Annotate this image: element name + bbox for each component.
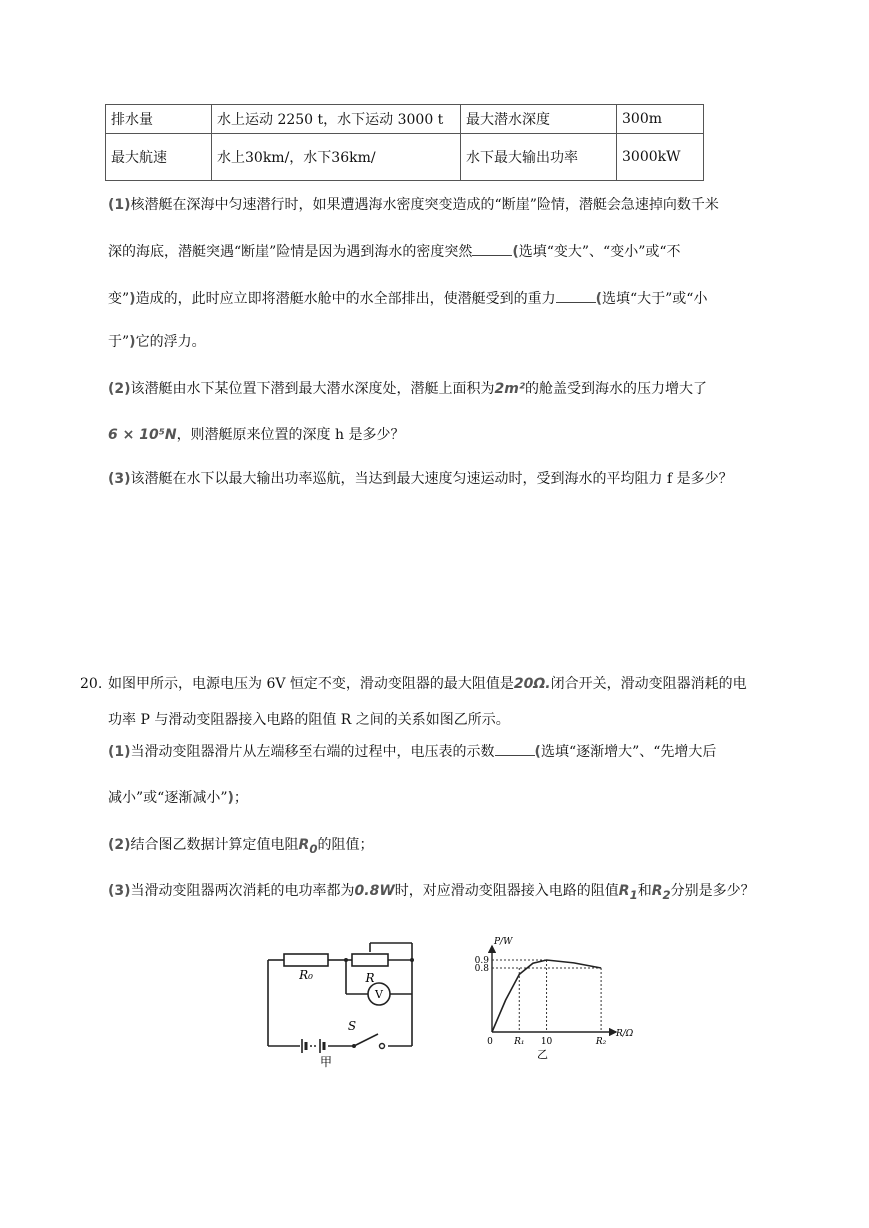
y-tick-label: 0.9: [474, 956, 489, 966]
subscript: 0: [309, 841, 318, 856]
open-paren: (: [534, 744, 541, 760]
text: 于”: [108, 334, 130, 350]
text: ，则潜艇原来位置的深度 h 是多少？: [176, 427, 405, 443]
x-tick-label: R₁: [514, 1037, 525, 1047]
text: 减小”或“逐渐减小”: [108, 790, 228, 806]
text: 分别是多少？: [670, 883, 755, 899]
math-r1: [618, 883, 638, 902]
text: 功率 P 与滑动变阻器接入电路的阻值 R 之间的关系如图乙所示。: [108, 712, 510, 728]
text: 该潜艇在水下以最大输出功率巡航，当达到最大速度匀速运动时，受到海水的平均阻力 f 是多少？: [130, 471, 733, 487]
part-number: (2): [108, 837, 131, 853]
text: 的阻值；: [317, 837, 374, 853]
symbol: R: [618, 883, 630, 899]
math-r2: [651, 883, 671, 902]
text: ；: [233, 790, 248, 806]
y-tick-label: 0.8: [474, 964, 489, 974]
math-resistance: 20Ω.: [513, 676, 551, 692]
text: 该潜艇由水下某位置下潜到最大潜水深度处，潜艇上面积为: [130, 381, 495, 397]
part-number: (3): [108, 471, 131, 487]
q20-part3: [108, 880, 755, 902]
text: 如图甲所示，电源电压为 6V 恒定不变，滑动变阻器的最大阻值是: [108, 676, 514, 692]
open-paren: (: [595, 291, 602, 307]
text: 变”: [108, 291, 130, 307]
close-paren: ): [227, 790, 234, 806]
text: 当滑动变阻器两次消耗的电功率都为: [130, 883, 355, 899]
circuit-diagram: [262, 938, 422, 1070]
table-cell: 3000kW: [617, 134, 704, 181]
text: 深的海底，潜艇突遇“断崖”险情是因为遇到海水的密度突然: [108, 244, 473, 260]
text: 选填“逐渐增大”、“先增大后: [540, 744, 717, 760]
symbol: R: [298, 837, 310, 853]
x-tick-label: 0: [487, 1037, 493, 1047]
subscript: 1: [629, 887, 638, 902]
switch-label: S: [347, 1019, 357, 1033]
table-cell: 最大潜水深度: [461, 105, 617, 134]
power-resistance-chart: [460, 937, 634, 1078]
table-cell: 水上运动 2250 t，水下运动 3000 t: [212, 105, 461, 134]
math-force: 6 × 10⁵N: [108, 427, 177, 443]
q20-part2: [108, 834, 373, 856]
spec-table: [105, 104, 704, 181]
table-row: [106, 134, 704, 181]
q20-stem-line1: [80, 673, 747, 693]
x-tick-label: R₂: [595, 1037, 607, 1047]
table-cell: 水下最大输出功率: [461, 134, 617, 181]
voltmeter-label: V: [375, 988, 383, 1001]
text: 选填“大于”或“小: [601, 291, 708, 307]
table-row: [106, 105, 704, 134]
q20-stem-line2: [108, 709, 510, 729]
open-paren: (: [512, 244, 519, 260]
circuit-caption: 甲: [319, 1055, 333, 1069]
battery-icon: [302, 1039, 324, 1053]
table-cell: 最大航速: [106, 134, 212, 181]
text: 时，对应滑动变阻器接入电路的阻值: [394, 883, 619, 899]
text: 闭合开关，滑动变阻器消耗的电: [550, 676, 747, 692]
question-number: 20.: [80, 676, 103, 692]
chart-caption: 乙: [537, 1048, 549, 1061]
q20-part1-line2: [108, 787, 248, 807]
text: 和: [637, 883, 652, 899]
q19-part1-line1: [108, 194, 719, 214]
table-cell: 排水量: [106, 105, 212, 134]
x-tick-label: 10: [540, 1037, 553, 1047]
r0-resistor: [284, 954, 328, 966]
text: 选填“变大”、“变小”或“不: [518, 244, 681, 260]
text: 核潜艇在深海中匀速潜行时，如果遭遇海水密度突变造成的“断崖”险情，潜艇会急速掉向数千米: [130, 197, 719, 213]
part-number: (3): [108, 883, 131, 899]
part-number: (2): [108, 381, 131, 397]
r0-label: R₀: [299, 968, 313, 982]
y-axis-label: P/W: [494, 937, 513, 947]
q20-part1-line1: [108, 741, 716, 761]
math-area: 2m²: [494, 381, 526, 397]
text: 结合图乙数据计算定值电阻: [130, 837, 299, 853]
answer-blank[interactable]: [556, 301, 596, 303]
q19-part2-line2: [108, 424, 404, 444]
x-axis-label: R/Ω: [616, 1029, 634, 1039]
r-label: R: [365, 971, 375, 985]
text: 造成的，此时应立即将潜艇水舱中的水全部排出，使潜艇受到的重力: [135, 291, 556, 307]
table-cell: 水上30km/，水下36km/: [212, 134, 461, 181]
q19-part1-line3: [108, 288, 707, 308]
symbol: R: [651, 883, 663, 899]
answer-blank[interactable]: [472, 254, 512, 256]
q19-part2-line1: [108, 378, 707, 398]
math-power: 0.8W: [354, 883, 395, 899]
text: 的舱盖受到海水的压力增大了: [525, 381, 708, 397]
close-paren: ): [129, 334, 136, 350]
q19-part1-line4: [108, 331, 206, 351]
switch[interactable]: [354, 1034, 378, 1046]
text: 它的浮力。: [135, 334, 206, 350]
q19-part3: [108, 468, 733, 488]
text: 当滑动变阻器滑片从左端移至右端的过程中，电压表的示数: [130, 744, 495, 760]
part-number: (1): [108, 744, 131, 760]
subscript: 2: [662, 887, 671, 902]
math-r0: [298, 837, 318, 856]
rheostat: [352, 954, 388, 966]
q19-part1-line2: [108, 241, 681, 261]
answer-blank[interactable]: [495, 754, 535, 756]
close-paren: ): [129, 291, 136, 307]
table-cell: 300m: [617, 105, 704, 134]
part-number: (1): [108, 197, 131, 213]
